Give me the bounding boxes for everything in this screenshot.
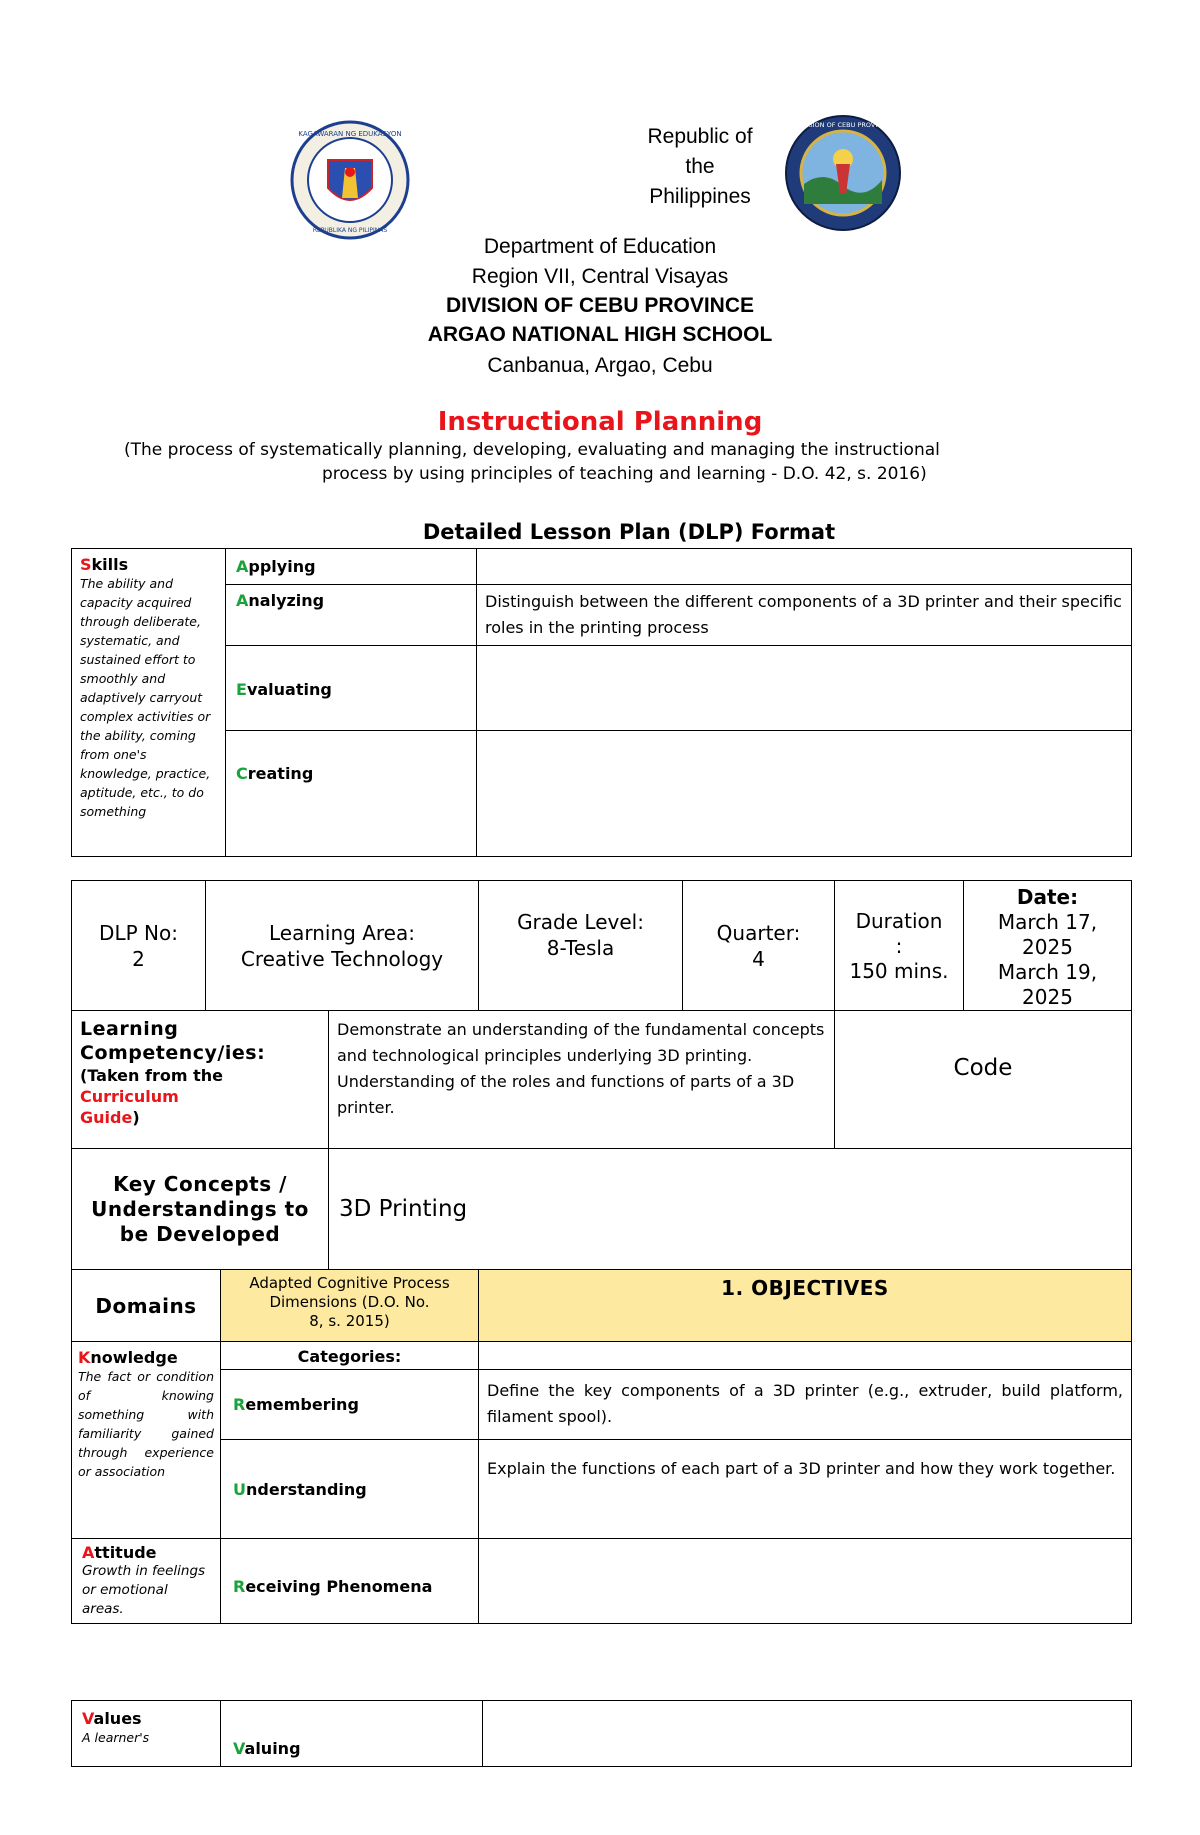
attitude-label: Attitude <box>82 1543 157 1562</box>
domains-label: Domains <box>72 1270 221 1342</box>
quarter-label: Quarter: <box>716 920 801 945</box>
division-name: DIVISION OF CEBU PROVINCE <box>445 294 755 317</box>
knowledge-cell <box>72 1342 221 1539</box>
skill-level-creating: Creating <box>226 731 477 857</box>
learning-area-value: Creative Technology <box>240 946 444 971</box>
skill-text-creating <box>477 731 1132 857</box>
subtitle-line1: (The process of systematically planning, developing, evaluating and managing the instructional <box>124 440 940 460</box>
date-cell <box>964 881 1132 1011</box>
date-value-1: March 17, <box>997 910 1098 934</box>
grade-level-value: 8-Tesla <box>546 936 615 960</box>
key-concepts-label: Key Concepts / Understandings to be Developed <box>72 1149 329 1270</box>
knowledge-label: Knowledge <box>78 1348 178 1367</box>
objective-remembering: Define the key components of a 3D printer (e.g., extruder, build platform, filament spool). <box>479 1370 1132 1440</box>
competency-label-cell <box>72 1011 329 1149</box>
date-value-2-year: 2025 <box>1022 985 1073 1009</box>
values-table <box>71 1700 1132 1767</box>
skills-label: Skills <box>80 555 129 574</box>
skill-level-analyzing: Analyzing <box>226 585 477 646</box>
date-value-2: March 19, <box>997 960 1098 984</box>
subtitle-line2: process by using principles of teaching and learning - D.O. 42, s. 2016) <box>322 464 927 484</box>
duration-value: 150 mins. <box>849 959 949 983</box>
department-name: Department of Education <box>483 235 717 258</box>
objectives-table <box>71 1269 1132 1624</box>
date-value-1-year: 2025 <box>1022 935 1073 959</box>
code-cell <box>835 1011 1132 1149</box>
region-name: Region VII, Central Visayas <box>471 265 729 288</box>
dlp-no-cell <box>72 881 206 1011</box>
competency-table <box>71 1010 1132 1149</box>
skill-level-evaluating: Evaluating <box>226 646 477 731</box>
category-valuing: Valuing <box>221 1701 483 1767</box>
page-title: Instructional Planning <box>437 407 763 437</box>
objectives-heading: 1. OBJECTIVES <box>479 1270 1132 1342</box>
attitude-cell <box>72 1539 221 1624</box>
values-cell <box>72 1701 221 1767</box>
deped-seal-icon <box>290 120 410 240</box>
skills-description: The ability and capacity acquired through deliberate, systematic, and sustained effort to smoothly and adaptively carryout complex activities or the ability, coming from one's knowledge, practice, aptitude, etc., to do something <box>80 576 211 819</box>
values-description: A learner's <box>82 1730 150 1745</box>
competency-text-1: Demonstrate an understanding of the fundamental concepts and technological principles underlying 3D printing. <box>337 1020 825 1065</box>
quarter-value: 4 <box>752 946 765 971</box>
objective-understanding: Explain the functions of each part of a 3D printer and how they work together. <box>479 1440 1132 1539</box>
values-label: Values <box>82 1709 142 1728</box>
svg-text:KAGAWARAN NG EDUKASYON: KAGAWARAN NG EDUKASYON <box>298 130 402 138</box>
deped-logo <box>290 120 410 240</box>
key-concepts-value: 3D Printing <box>329 1149 1132 1270</box>
dlp-info-table <box>71 880 1132 1011</box>
format-title: Detailed Lesson Plan (DLP) Format <box>422 520 836 544</box>
learning-area-cell <box>206 881 479 1011</box>
category-understanding: Understanding <box>221 1440 479 1539</box>
competency-text-2: Understanding of the roles and functions of parts of a 3D printer. <box>337 1072 795 1117</box>
svg-text:REPUBLIKA NG PILIPINAS: REPUBLIKA NG PILIPINAS <box>312 227 388 234</box>
objective-valuing <box>483 1701 1132 1767</box>
categories-label: Categories: <box>221 1342 479 1370</box>
duration-cell <box>835 881 964 1011</box>
date-label: Date: <box>1016 885 1079 909</box>
adapted-dimensions-cell: Adapted Cognitive Process Dimensions (D.O. No. 8, s. 2015) <box>221 1270 479 1342</box>
school-name: ARGAO NATIONAL HIGH SCHOOL <box>427 323 773 346</box>
competency-label: Learning Competency/ies: <box>80 1018 266 1064</box>
cebu-division-logo <box>784 114 902 232</box>
skill-text-evaluating <box>477 646 1132 731</box>
dlp-no-label: DLP No: <box>99 920 178 945</box>
school-address: Canbanua, Argao, Cebu <box>487 354 713 377</box>
grade-level-cell <box>479 881 683 1011</box>
skill-text-analyzing: Distinguish between the different components of a 3D printer and their specific roles in the printing process <box>477 585 1132 646</box>
skills-cell <box>72 549 226 857</box>
dlp-no-value: 2 <box>132 946 145 971</box>
category-remembering: Remembering <box>221 1370 479 1440</box>
attitude-description: Growth in feelings or emotional areas. <box>82 1563 206 1617</box>
cebu-seal-icon <box>784 114 902 232</box>
skill-text-applying <box>477 549 1132 585</box>
competency-text-cell <box>329 1011 835 1149</box>
republic-heading: Republic of the Philippines <box>647 125 753 208</box>
grade-level-label: Grade Level: <box>517 910 644 934</box>
categories-empty <box>479 1342 1132 1370</box>
skill-level-applying: Applying <box>226 549 477 585</box>
duration-label: Duration <box>855 909 943 933</box>
skills-table <box>71 548 1132 857</box>
key-concepts-table <box>71 1148 1132 1270</box>
code-label: Code <box>953 1055 1013 1081</box>
learning-area-label: Learning Area: <box>269 920 415 945</box>
knowledge-description: The fact or condition of knowing something with familiarity gained through experience or association <box>78 1369 214 1479</box>
competency-source: (Taken from the Curriculum Guide) <box>80 1066 223 1127</box>
duration-colon: : <box>895 934 903 958</box>
category-receiving: Receiving Phenomena <box>221 1539 479 1624</box>
svg-text:DIVISION OF CEBU PROVINCE: DIVISION OF CEBU PROVINCE <box>795 121 891 129</box>
quarter-cell <box>683 881 835 1011</box>
objective-receiving <box>479 1539 1132 1624</box>
